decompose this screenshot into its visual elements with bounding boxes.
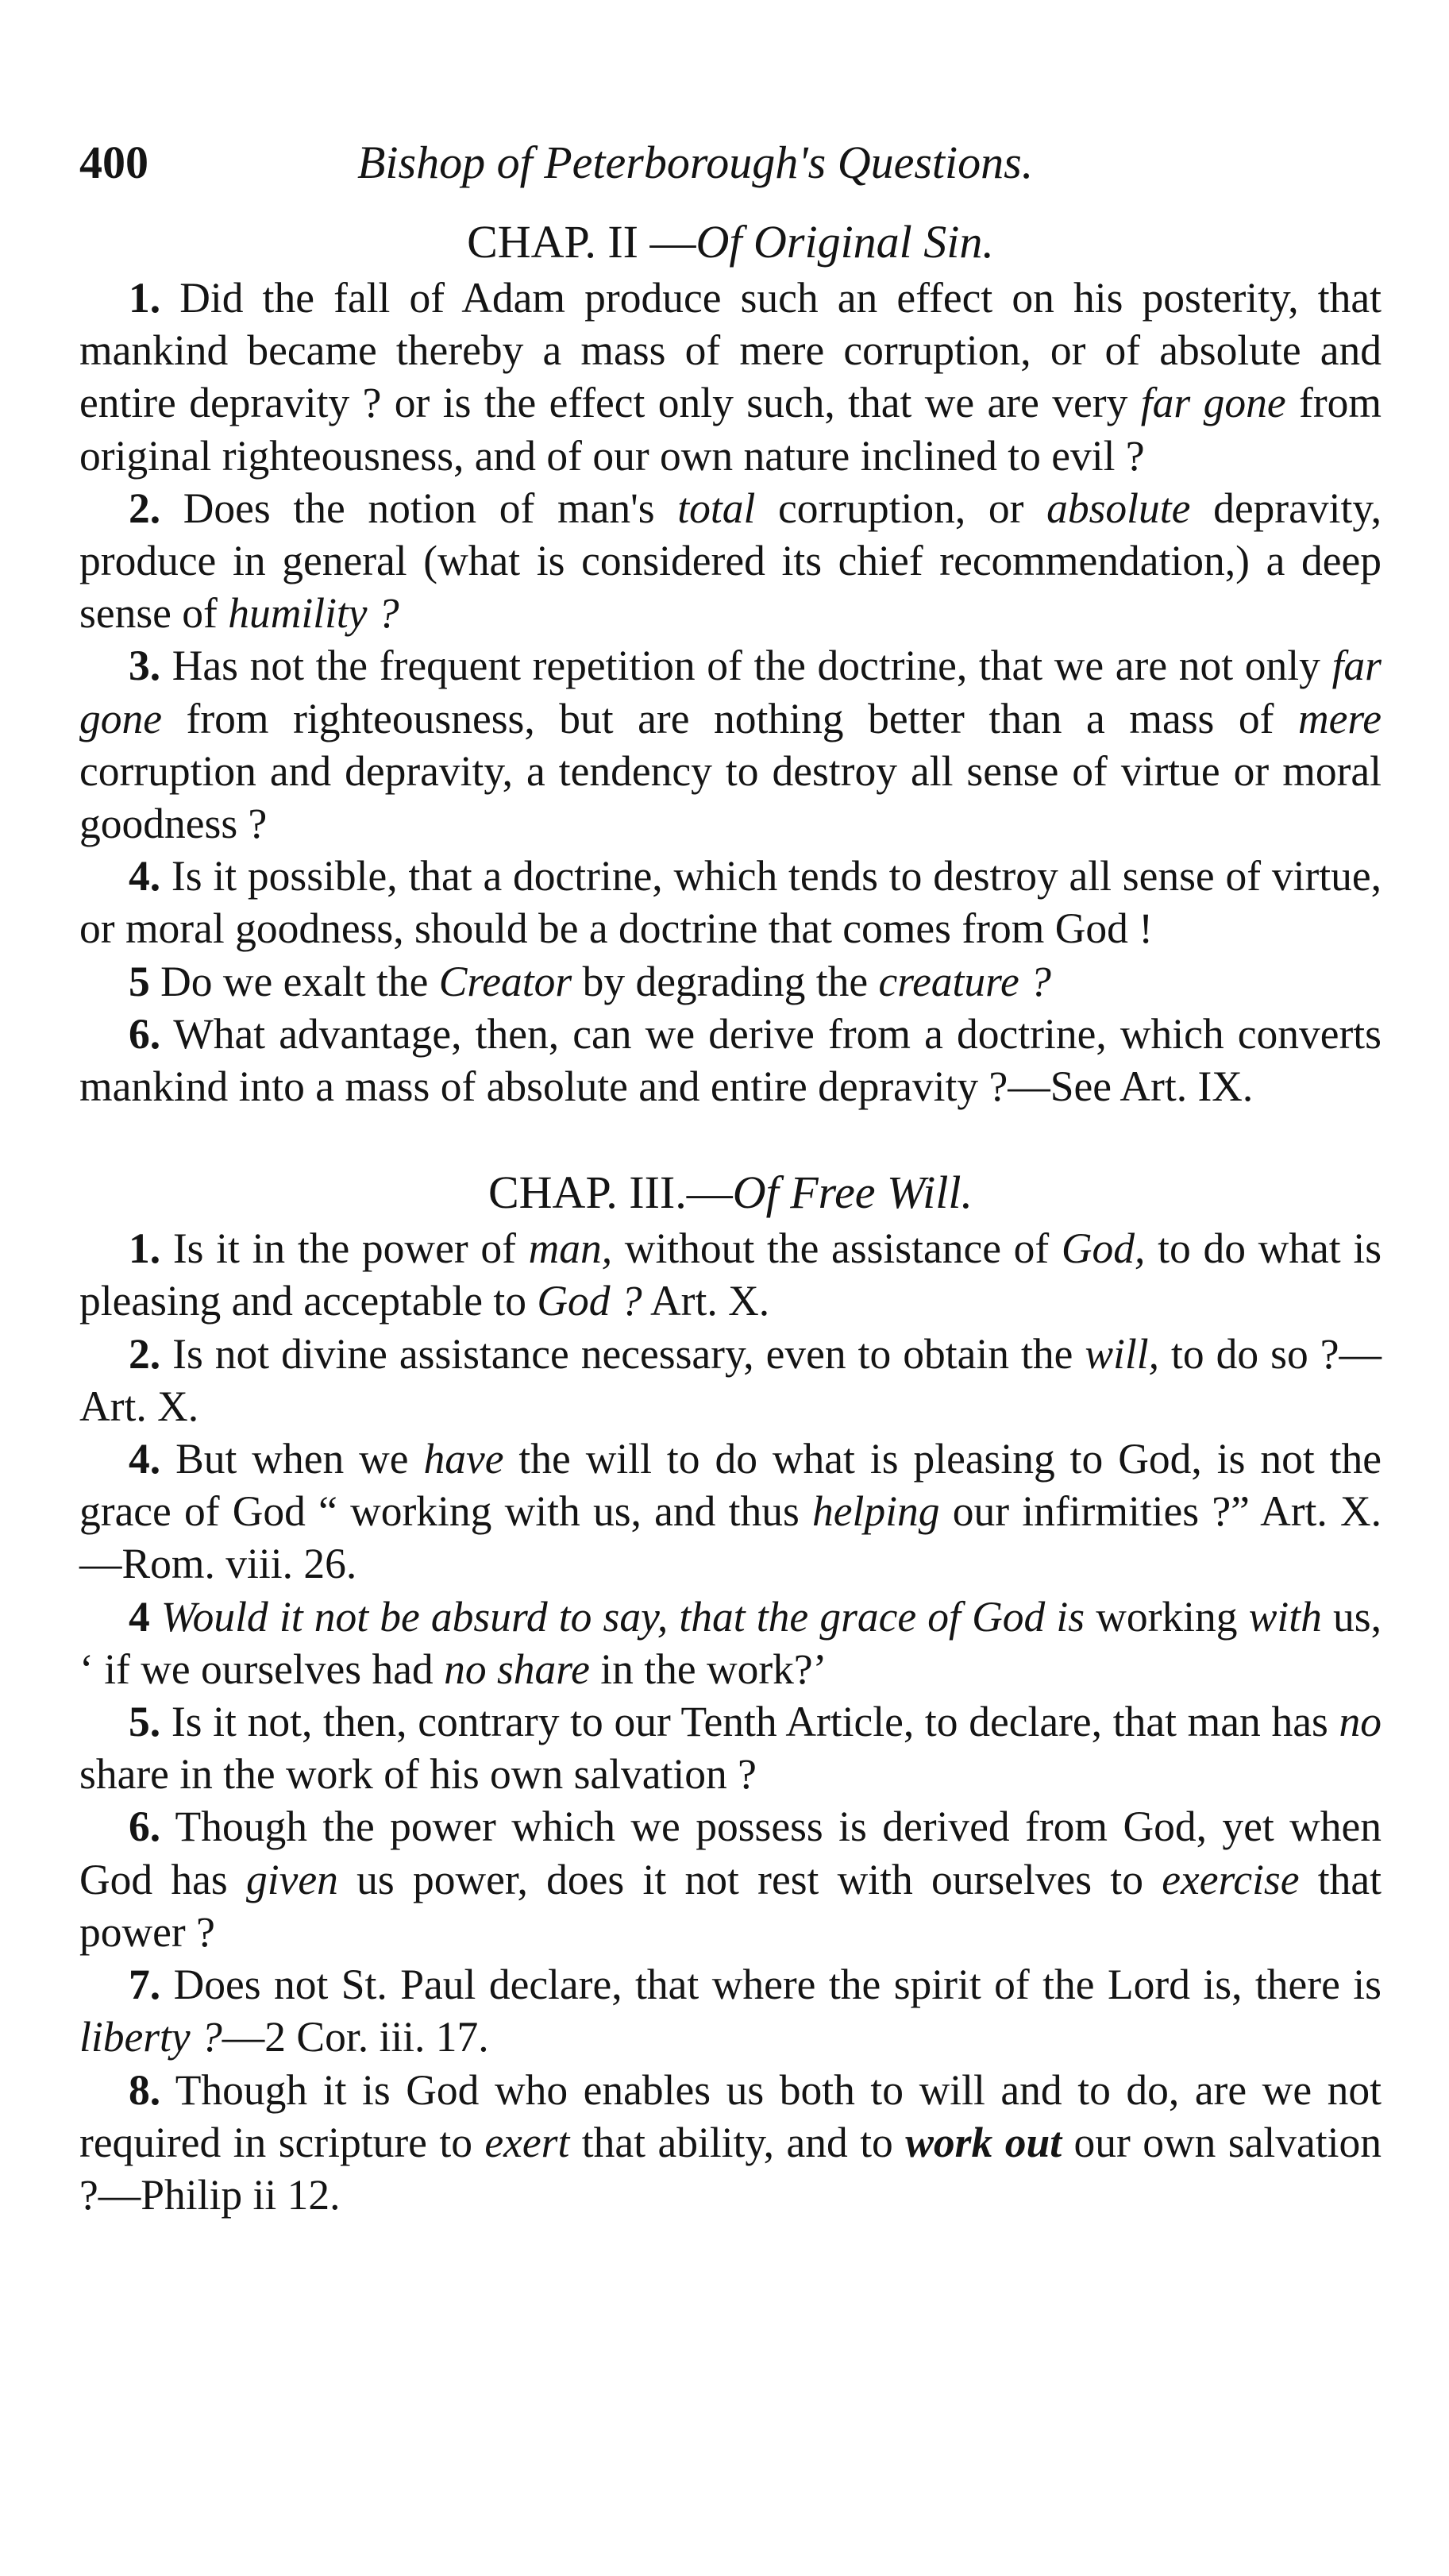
ch3-question-5: 5. Is it not, then, contrary to our Tenth Article, to declare, that man has no share in the work of his own salvation ? (79, 1698, 1382, 1799)
chapter-2-heading (79, 216, 1382, 268)
ch3-question-1: 1. Is it in the power of man, without the assistance of God, to do what is pleasing and acceptable to God ? Art. X. (79, 1224, 1382, 1325)
ch3-question-8: 8. Though it is God who enables us both to will and to do, are we not required in scripture to exert that ability, and to work out our own salvation ?—Philip ii 12. (79, 2065, 1382, 2219)
running-head (79, 135, 1382, 206)
chapter-3-heading (79, 1167, 1382, 1219)
ch3-question-4a: 4. But when we have the will to do what is pleasing to God, is not the grace of God “ working with us, and thus helping our infirmities ?” Art. X.—Rom. viii. 26. (79, 1435, 1382, 1588)
chapter-2-heading-main: CHAP. II — (467, 216, 696, 268)
ch2-question-2: 2. Does the notion of man's total corruption, or absolute depravity, produce in general (what is considered its chief recommendation,) a deep sense of humility ? (79, 484, 1382, 638)
book-page (79, 135, 1382, 2221)
running-title: Bishop of Peterborough's Questions. (357, 137, 1034, 188)
chapter-3-heading-sub: Of Free Will. (732, 1167, 973, 1219)
ch3-question-4b: 4 Would it not be absurd to say, that the grace of God is working with us, ‘ if we ourselves had no share in the work?’ (79, 1592, 1382, 1693)
ch2-question-5: 5 Do we exalt the Creator by degrading the creature ? (129, 957, 1051, 1005)
ch2-question-6: 6. What advantage, then, can we derive from a doctrine, which converts mankind into a mass of absolute and entire depravity ?—See Art. IX. (79, 1009, 1382, 1111)
chapter-2-heading-sub: Of Original Sin. (696, 216, 994, 268)
ch2-question-4: 4. Is it possible, that a doctrine, which tends to destroy all sense of virtue, or moral goodness, should be a doctrine that comes from God ! (79, 852, 1382, 953)
ch2-question-3: 3. Has not the frequent repetition of the doctrine, that we are not only far gone from righteousness, but are nothing better than a mass of mere corruption and depravity, a tendency to destroy all sense of virtue or moral goodness ? (79, 642, 1382, 848)
page-number: 400 (79, 137, 148, 188)
ch3-question-7: 7. Does not St. Paul declare, that where the spirit of the Lord is, there is liberty ?—2 Cor. iii. 17. (79, 1961, 1382, 2061)
ch3-question-2: 2. Is not divine assistance necessary, even to obtain the will, to do so ?—Art. X. (79, 1329, 1382, 1430)
ch3-question-6: 6. Though the power which we possess is derived from God, yet when God has given us power, does it not rest with ourselves to exercise that power ? (79, 1803, 1382, 1956)
ch2-question-1: 1. Did the fall of Adam produce such an effect on his posterity, that mankind became thereby a mass of mere corruption, or of absolute and entire depravity ? or is the effect only such, that we are very far gone from original righteousness, and of our own nature inclined to evil ? (79, 274, 1382, 480)
chapter-3-heading-main: CHAP. III.— (487, 1167, 733, 1219)
